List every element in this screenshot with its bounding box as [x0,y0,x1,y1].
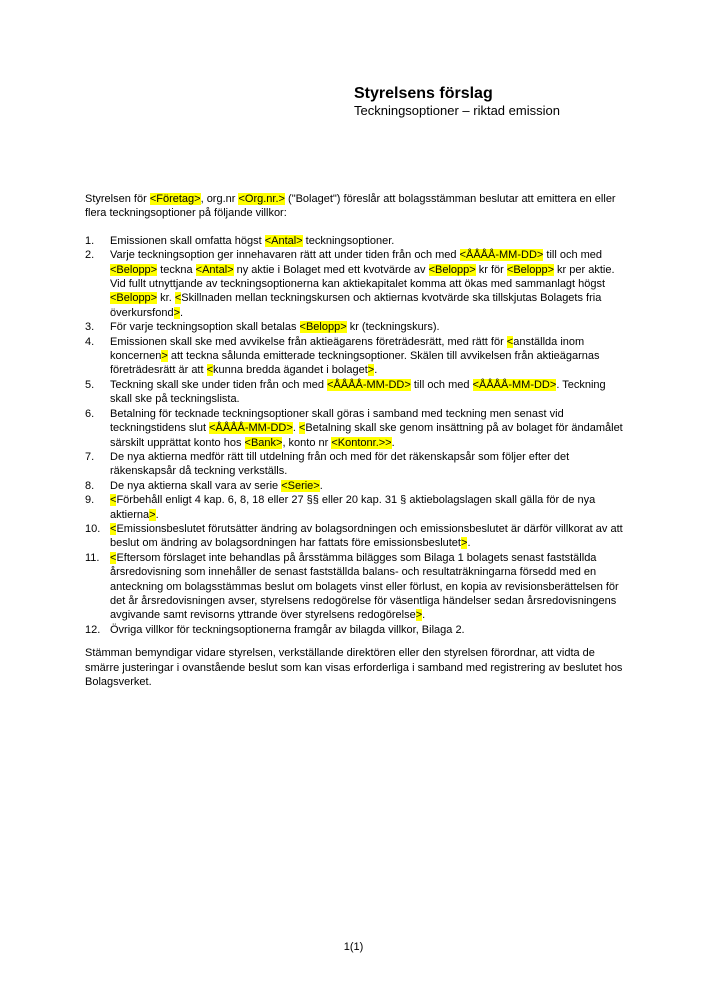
closing-paragraph [85,646,627,689]
highlighted-placeholder: < [110,522,117,535]
item-number: 8. [85,479,95,492]
item-text [110,249,615,319]
text-run: . [374,364,378,377]
item-text [110,552,619,622]
text-run: . Teckning skall ske på teckningslista. [110,378,606,406]
text-run: Emissionsbeslutet förutsätter ändring av bolagsordningen och emissionsbeslutet är därför villkorat av att beslut om ändring av bolagsordningen har fattats före emissionsbeslutet [110,522,623,550]
highlighted-placeholder: <Org.nr.> [238,193,285,205]
document-subtitle: Teckningsoptioner – riktad emission [354,103,560,118]
highlighted-placeholder: <Företag> [149,193,201,205]
item-text [110,523,623,549]
item-number: 5. [85,378,95,391]
text-run: . [292,422,299,435]
terms-list-item [85,522,627,551]
text-run: Eftersom förslaget inte behandlas på årsstämma bilägges som Bilaga 1 bolagets senast fastställda årsredovisning som innehåller de senast fastställda balans- och resultaträkningarna försedd med en anteckning om bolagsstämmas beslut om bolagets vinst eller förlust, en kopia av revisionsberättelsen för det år årsredovisningen avser, styrelsens redogörelse för väsentliga händelser sedan årsredovisningens avgivande samt revisorns yttrande över styrelsens redogörelse [110,551,619,622]
item-number: 4. [85,335,95,348]
item-text [110,336,600,377]
item-number: 9. [85,494,95,507]
item-text [110,451,569,477]
text-run: . [467,537,471,550]
highlighted-placeholder: < [506,335,514,348]
item-number: 1. [85,234,95,247]
terms-list-item [85,407,627,450]
highlighted-placeholder: <ÅÅÅÅ-MM-DD> [209,422,293,435]
item-number: 12. [85,623,101,636]
document-title: Styrelsens förslag [354,85,493,102]
page-number: 1(1) [343,941,364,953]
highlighted-placeholder: <ÅÅÅÅ-MM-DD> [327,378,411,391]
title-block [354,84,560,119]
terms-list-item [85,551,627,623]
text-run: anställda inom koncernen [110,335,585,363]
text-run: Betalning skall ske genom insättning på av bolaget för ändamålet särskilt upprättat konto hos [110,422,623,449]
text-run: . [180,306,184,319]
text-run: till och med [543,249,603,262]
text-run: Emissionen skall omfatta högst [110,234,265,247]
terms-list-item [85,623,627,637]
text-run: kr per aktie. Vid fullt utnyttjande av teckningsoptionerna kan aktiekapitalet komma att ökas med sammanlagt högst [110,263,615,291]
text-run: Teckning skall ske under tiden från och med [110,378,328,391]
highlighted-placeholder: <Belopp> [299,321,347,334]
text-run: ("Bolaget") föreslår att bolagsstämman beslutar att emittera en eller flera teckningsoptioner på följande villkor: [85,193,616,220]
highlighted-placeholder: < [174,292,182,305]
intro-paragraph [85,192,627,221]
text-run: teckna [157,263,196,276]
text-run: . [155,508,159,521]
terms-list-item [85,493,627,522]
text-run: Emissionen skall ske med avvikelse från aktieägarens företrädesrätt, med rätt för [110,335,507,348]
text-run: De nya aktierna skall vara av serie [110,479,282,492]
text-run: att teckna sålunda emitterade teckningsoptioner. Skälen till avvikelsen från aktieägarnas företrädesrätt är att [110,350,600,377]
highlighted-placeholder: <Belopp> [506,263,554,276]
highlighted-placeholder: <Antal> [195,263,234,276]
highlighted-placeholder: <Belopp> [428,263,476,276]
item-number: 7. [85,450,95,463]
highlighted-placeholder: <Antal> [264,234,303,247]
item-number: 10. [85,522,101,535]
text-run: teckningsoptioner. [302,234,395,247]
highlighted-placeholder: > [161,350,168,363]
terms-list-item [85,450,627,479]
terms-list-item [85,234,627,248]
highlighted-placeholder: <Serie> [281,479,320,492]
item-text [110,235,394,247]
highlighted-placeholder: <Belopp> [110,263,158,276]
text-run: De nya aktierna medför rätt till utdelning från och med för det räkenskapsår som följer efter det räkenskapsår då teckning verkställs. [110,450,570,478]
highlighted-placeholder: <Bank> [244,436,283,449]
highlighted-placeholder: <ÅÅÅÅ-MM-DD> [472,378,557,391]
text-run: Förbehåll enligt 4 kap. 6, 8, 18 eller 27 §§ eller 20 kap. 31 § aktiebolagslagen skall gälla för de nya aktierna [110,494,596,521]
text-run: kunna bredda ägandet i bolaget [213,364,368,377]
item-number: 6. [85,407,95,420]
item-number: 11. [85,551,100,564]
item-text [110,379,606,405]
highlighted-placeholder: > [173,306,181,319]
highlighted-placeholder: < [206,364,214,377]
text-run: . [391,436,395,449]
text-run: . [319,479,323,492]
highlighted-placeholder: > [367,364,375,377]
document-body [85,192,627,689]
text-run: Övriga villkor för teckningsoptionerna framgår av bilagda villkor, Bilaga 2. [110,623,465,636]
terms-list-item [85,378,627,407]
text-run: , org.nr [200,193,239,205]
terms-list [85,234,627,637]
text-run: För varje teckningsoption skall betalas [110,321,300,334]
terms-list-item [85,335,627,378]
item-text [110,624,465,636]
highlighted-placeholder: <Belopp> [110,292,158,305]
item-text [110,494,595,520]
text-run: Betalning för tecknade teckningsoptioner skall göras i samband med teckning men senast vid teckningstidens slut [110,407,564,435]
text-run: kr för [475,263,507,276]
highlighted-placeholder: <ÅÅÅÅ-MM-DD> [459,249,544,262]
item-number: 2. [85,249,95,262]
highlighted-placeholder: < [110,494,117,507]
item-text [110,408,623,449]
highlighted-placeholder: > [149,508,156,521]
text-run: . [422,609,426,622]
text-run: kr (teckningskurs). [346,321,440,334]
highlighted-placeholder: <Kontonr.>> [331,436,392,449]
text-run: Stämman bemyndigar vidare styrelsen, verkställande direktören eller den styrelsen förordnar, att vidta de smärre justeringar i ovanstående beslut som kan visas erforderliga i samband med registrering av beslutet hos Bolagsverket. [85,647,623,688]
text-run: , konto nr [282,436,332,449]
text-run: till och med [410,378,473,391]
terms-list-item [85,248,627,320]
item-text [110,321,440,333]
text-run: Varje teckningsoption ger innehavaren rätt att under tiden från och med [110,249,460,262]
terms-list-item [85,320,627,334]
highlighted-placeholder: > [415,609,423,622]
text-run: kr. [157,292,175,305]
highlighted-placeholder: < [110,551,117,564]
text-run: Styrelsen för [85,193,150,205]
terms-list-item [85,479,627,493]
text-run: Skillnaden mellan teckningskursen och aktiernas kvotvärde ska tillskjutas Bolagets fria överkursfond [110,292,602,319]
highlighted-placeholder: > [461,537,468,550]
item-number: 3. [85,321,95,334]
item-text [110,480,323,492]
highlighted-placeholder: < [298,422,306,435]
text-run: ny aktie i Bolaget med ett kvotvärde av [233,263,429,276]
